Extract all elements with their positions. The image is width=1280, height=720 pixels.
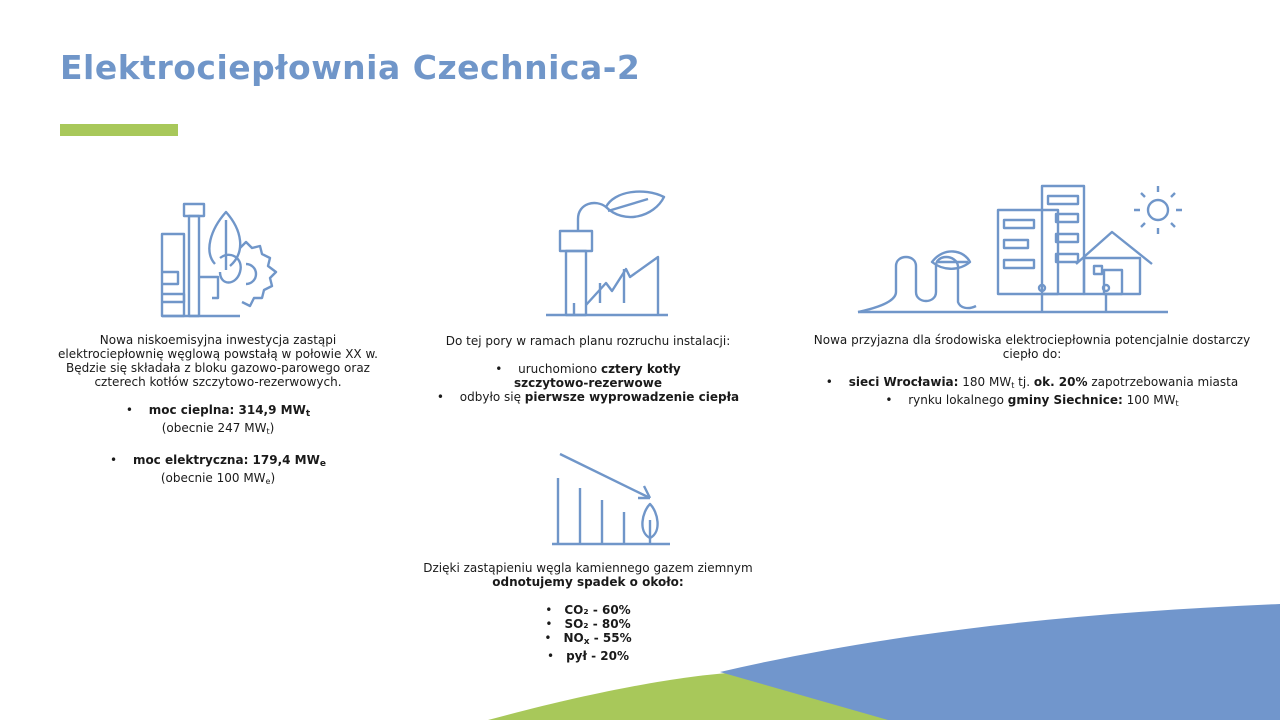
heat-power-item: • moc cieplna: 314,9 MWt: [40, 403, 396, 421]
electric-power-item: • moc elektryczna: 179,4 MWe: [40, 453, 396, 471]
col1-intro-line: Nowa niskoemisyjna inwestycja zastąpi: [99, 333, 337, 347]
col3-intro-line: Nowa przyjazna dla środowiska elektrociepłownia potencjalnie dostarczy: [813, 333, 1251, 347]
emission-item: • SO₂ - 80%: [420, 617, 756, 631]
boilers-started-item-cont: szczytowo-rezerwowe: [514, 376, 662, 390]
col1-intro-line: elektrociepłownię węglową powstałą w połowie XX w.: [57, 347, 378, 361]
col4-intro-line: Dzięki zastąpieniu węgla kamiennego gazem ziemnym: [423, 561, 753, 575]
heat-power-label: moc cieplna: 314,9 MW: [148, 403, 306, 417]
emission-item: • CO₂ - 60%: [420, 603, 756, 617]
first-heat-export-item: • odbyło się pierwsze wyprowadzenie ciepła: [420, 390, 756, 404]
emission-item: • NOx - 55%: [420, 631, 756, 649]
page-title: Elektrociepłownia Czechnica-2: [60, 48, 641, 87]
boilers-started-item: • uruchomiono cztery kotły: [420, 362, 756, 376]
heat-power-current: (obecnie 247 $MW_t$): [161, 421, 275, 436]
electric-power-current: (obecnie 100 $MW_e$): [160, 471, 276, 486]
col1-intro-line: Będzie się składała z bloku gazowo-parowego oraz: [66, 361, 370, 375]
col4-intro-bold: odnotujemy spadek o około:: [492, 575, 684, 589]
col1-intro-line: czterech kotłów szczytowo-rezerwowych.: [94, 375, 342, 389]
emission-item: • pył - 20%: [420, 649, 756, 663]
siechnice-market-item: • rynku lokalnego gminy Siechnice: 100 $MW_t$: [790, 393, 1274, 411]
electric-power-label: moc elektryczna: 179,4 MW: [132, 453, 320, 467]
col2-intro: Do tej pory w ramach planu rozruchu instalacji:: [445, 334, 731, 348]
col3-intro-line: ciepło do:: [1002, 347, 1062, 361]
wroclaw-network-item: • sieci Wrocławia: 180 $MW_t$ tj. ok. 20% zapotrzebowania miasta: [790, 375, 1274, 393]
